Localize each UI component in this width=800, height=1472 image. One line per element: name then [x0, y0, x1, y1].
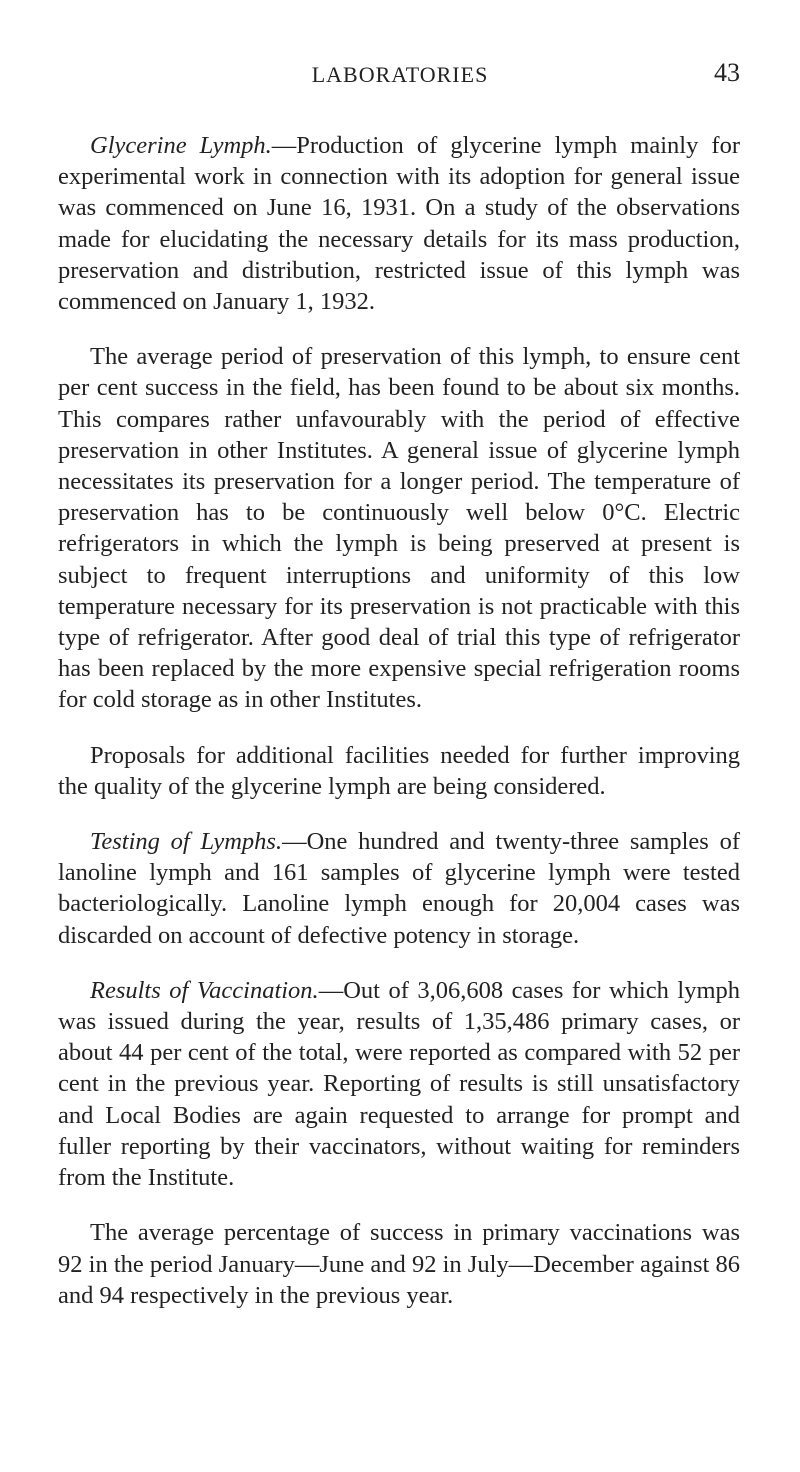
paragraph-text: —Production of glycerine lymph mainly for experimental work in connection with its adoption for general issue was commenced on June 16, 1931. On a study of the observations made for elucidating the necessary details for its mass production, preservation and distribution, restricted issue of this lymph was commenced on January 1, 1932.: [58, 132, 740, 316]
paragraph-preservation: [58, 341, 740, 715]
paragraph-results-of-vaccination: [58, 975, 740, 1193]
paragraph-average-percentage: [58, 1217, 740, 1311]
page-header: [60, 58, 740, 102]
paragraph-proposals: [58, 740, 740, 802]
paragraph-text: The average period of preservation of this lymph, to ensure cent per cent success in the field, has been found to be about six months. This compares rather unfavourably with the period of effective preservation in other Institutes. A general issue of glycerine lymph necessitates its preservation for a longer period. The temperature of preservation has to be continuously well below 0°C. Electric refrigerators in which the lymph is being preserved at present is subject to frequent interruptions and uniformity of this low temperature necessary for its preservation is not practicable with this type of refrigerator. After good deal of trial this type of refrigerator has been replaced by the more expensive special refrigeration rooms for cold storage as in other Institutes.: [58, 343, 740, 714]
paragraph-text: —Out of 3,06,608 cases for which lymph was issued during the year, results of 1,35,486 primary cases, or about 44 per cent of the total, were reported as compared with 52 per cent in the previous year. Reporting of results is still unsatisfactory and Local Bodies are again requested to arrange for prompt and fuller reporting by their vaccinators, without waiting for reminders from the Institute.: [58, 976, 741, 1192]
paragraph-text: The average percentage of success in primary vaccinations was 92 in the period January—June and 92 in July—December against 86 and 94 respectively in the previous year.: [58, 1219, 740, 1309]
paragraph-text: —One hundred and twenty-three samples of lanoline lymph and 161 samples of glycerine lymph were tested bacteriologically. Lanoline lymph enough for 20,004 cases was discarded on account of defective potency in storage.: [58, 828, 740, 949]
body-text: [58, 130, 740, 1335]
page-number: 43: [714, 58, 740, 87]
paragraph-testing-of-lymphs: [58, 826, 740, 951]
run-in-heading: Testing of Lymphs.: [90, 828, 283, 856]
run-in-heading: Results of Vaccination.: [90, 976, 319, 1004]
paragraph-glycerine-lymph: [58, 130, 740, 317]
running-head: LABORATORIES: [311, 62, 489, 87]
run-in-heading: Glycerine Lymph.: [90, 132, 272, 159]
paragraph-text: Proposals for additional facilities needed for further improving the quality of the glycerine lymph are being considered.: [58, 741, 740, 800]
